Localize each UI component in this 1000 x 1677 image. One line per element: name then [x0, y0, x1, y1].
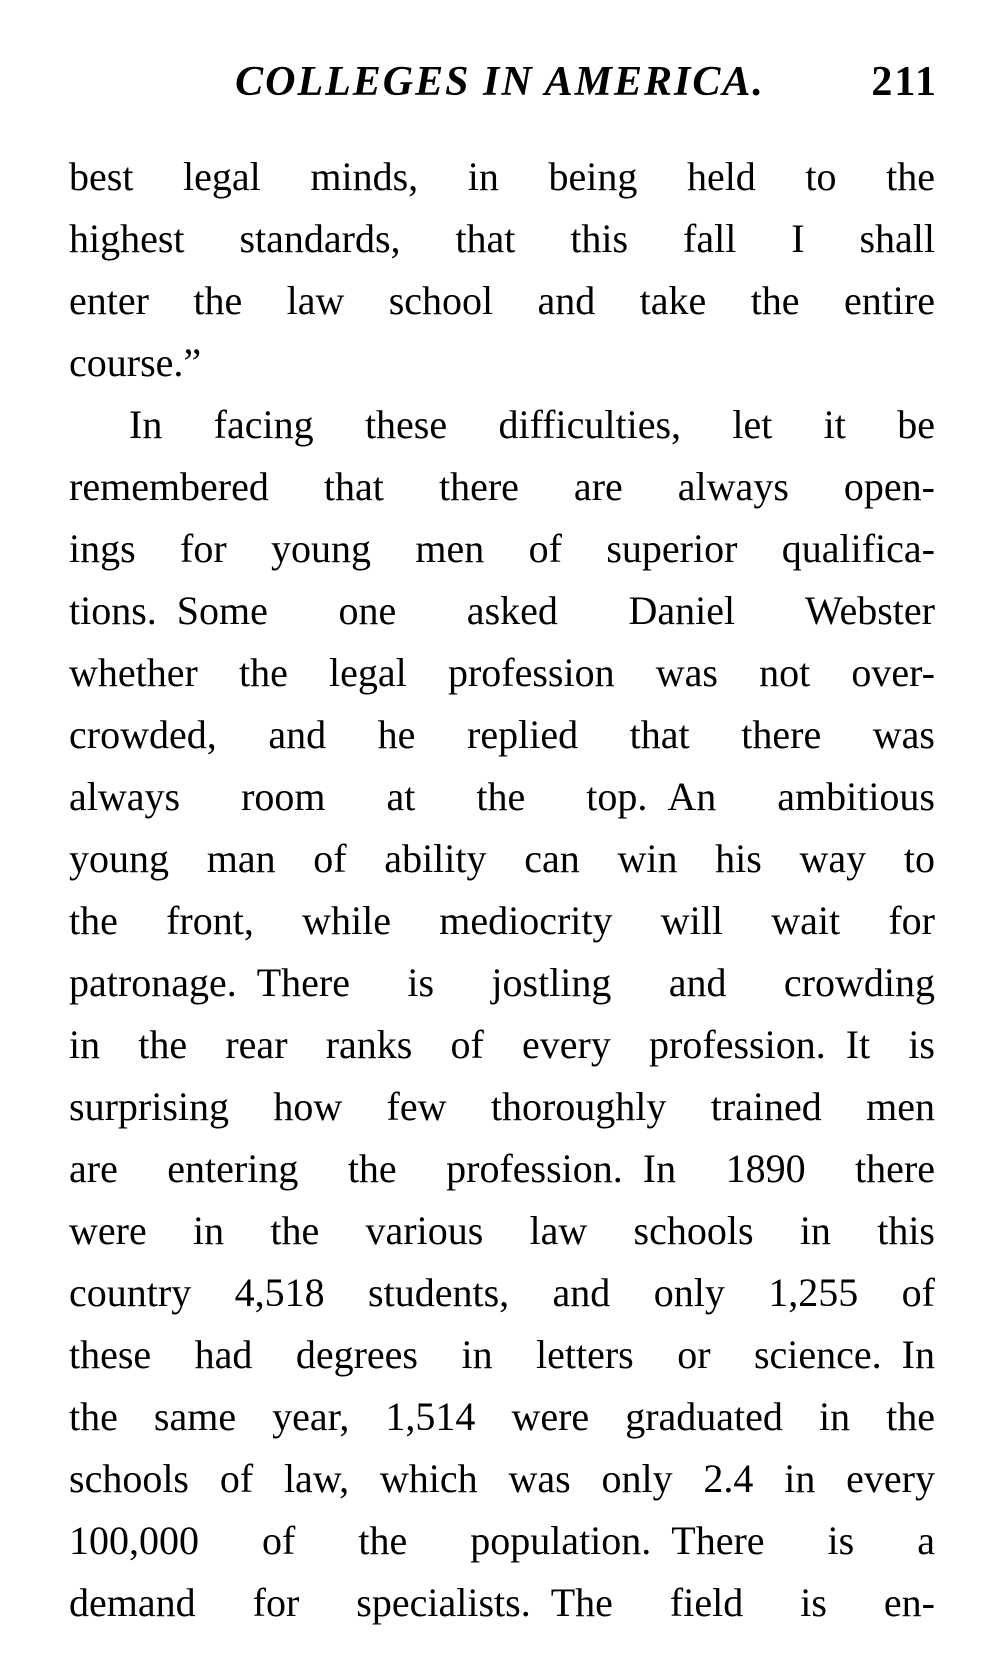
text-line: ings for young men of superior qualifica-	[69, 526, 935, 571]
text-line: country 4,518 students, and only 1,255 of	[69, 1270, 935, 1315]
text-line: 100,000 of the population. There is a	[69, 1518, 935, 1563]
text-line: tions. Some one asked Daniel Webster	[69, 588, 935, 633]
text-line: always room at the top. An ambitious	[69, 774, 935, 819]
text-line: schools of law, which was only 2.4 in every	[69, 1456, 935, 1501]
text-line: the front, while mediocrity will wait for	[69, 898, 935, 943]
text-line: surprising how few thoroughly trained men	[69, 1084, 935, 1129]
text-line: in the rear ranks of every profession. It is	[69, 1022, 935, 1067]
text-line: best legal minds, in being held to the	[69, 154, 935, 199]
running-head-title: COLLEGES IN AMERICA.	[235, 59, 765, 105]
running-head	[62, 60, 938, 110]
text-line: crowded, and he replied that there was	[69, 712, 935, 757]
page-number: 211	[871, 59, 938, 105]
text-line: whether the legal profession was not over-	[69, 650, 935, 695]
text-line: the same year, 1,514 were graduated in the	[69, 1394, 935, 1439]
text-line: highest standards, that this fall I shall	[69, 216, 935, 261]
text-line: were in the various law schools in this	[69, 1208, 935, 1253]
text-line: are entering the profession. In 1890 there	[69, 1146, 935, 1191]
text-line: young man of ability can win his way to	[69, 836, 935, 881]
body-text	[69, 146, 935, 1634]
text-line: remembered that there are always open-	[69, 464, 935, 509]
text-line: course.”	[69, 340, 202, 385]
text-line: In facing these difficulties, let it be	[129, 402, 935, 447]
text-line: these had degrees in letters or science. In	[69, 1332, 935, 1377]
text-line: enter the law school and take the entire	[69, 278, 935, 323]
text-line: demand for specialists. The field is en-	[69, 1580, 935, 1625]
text-line: patronage. There is jostling and crowding	[69, 960, 935, 1005]
